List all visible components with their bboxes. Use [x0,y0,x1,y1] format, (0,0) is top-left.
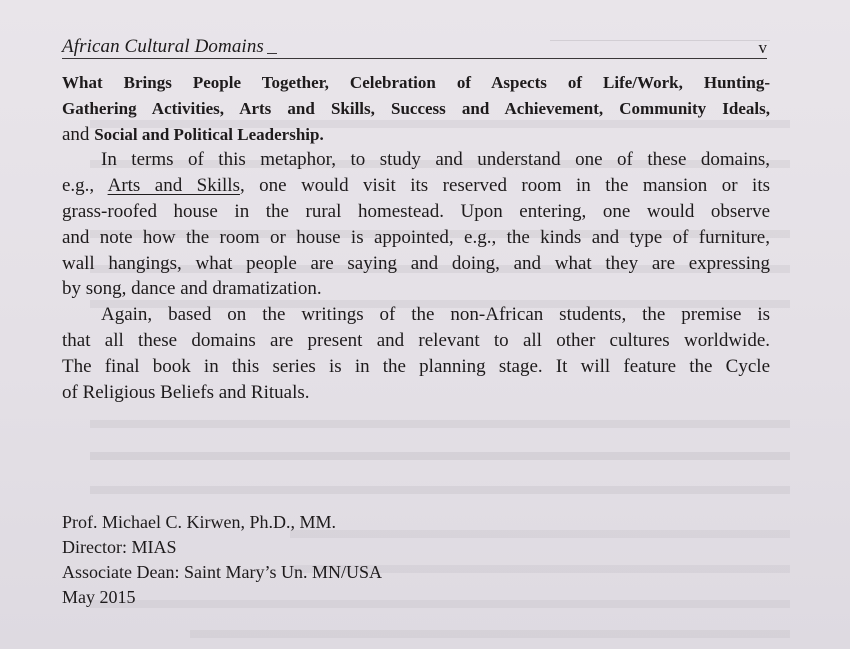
domains-line-1: What Brings People Together, Celebration of Aspects of Life/Work, Hunting- [62,73,770,92]
header-title: African Cultural Domains [62,36,277,58]
paragraph-1-line-2-prefix: e.g., [62,175,108,197]
paragraph-1-line-1: In terms of this metaphor, to study and understand one of these domains, [101,149,770,171]
body-text [62,70,770,405]
signature-date: May 2015 [62,587,136,607]
paragraph-2-line-3: The final book in this series is in the planning stage. It will feature the Cycle [62,355,770,377]
domains-line-3-bold: Social and Political Leadership. [94,124,324,144]
paragraph-1-line-2 [62,173,770,199]
running-header [62,36,767,59]
paragraph-1-line-4: and note how the room or house is appointed, e.g., the kinds and type of furniture, [62,226,770,248]
paragraph-1-line-3: grass-roofed house in the rural homestead. Upon entering, one would observe [62,200,770,222]
domains-line-3-prefix: and [62,123,95,145]
paragraph-1-line-2-suffix: , one would visit its reserved room in the mansion or its [239,175,770,197]
paragraph-1-line-6: by song, dance and dramatization. [62,278,322,300]
author-name: Prof. Michael C. Kirwen, Ph.D., MM. [62,512,336,532]
arts-and-skills-underlined: Arts and Skills [107,175,240,197]
signature-block [62,510,382,610]
domains-line-3 [62,122,770,148]
domains-line-2: Gathering Activities, Arts and Skills, Success and Achievement, Community Ideals, [62,98,770,118]
paragraph-1-line-5: wall hangings, what people are saying and doing, and what they are expressing [62,252,770,274]
page-number: v [758,38,767,57]
paragraph-2-line-1: Again, based on the writings of the non-African students, the premise is [101,304,770,326]
paragraph-2-line-4: of Religious Beliefs and Rituals. [62,381,310,403]
paragraph-2-line-2: that all these domains are present and relevant to all other cultures worldwide. [62,329,770,351]
author-role-dean: Associate Dean: Saint Mary’s Un. MN/USA [62,562,382,582]
author-role-director: Director: MIAS [62,537,177,557]
